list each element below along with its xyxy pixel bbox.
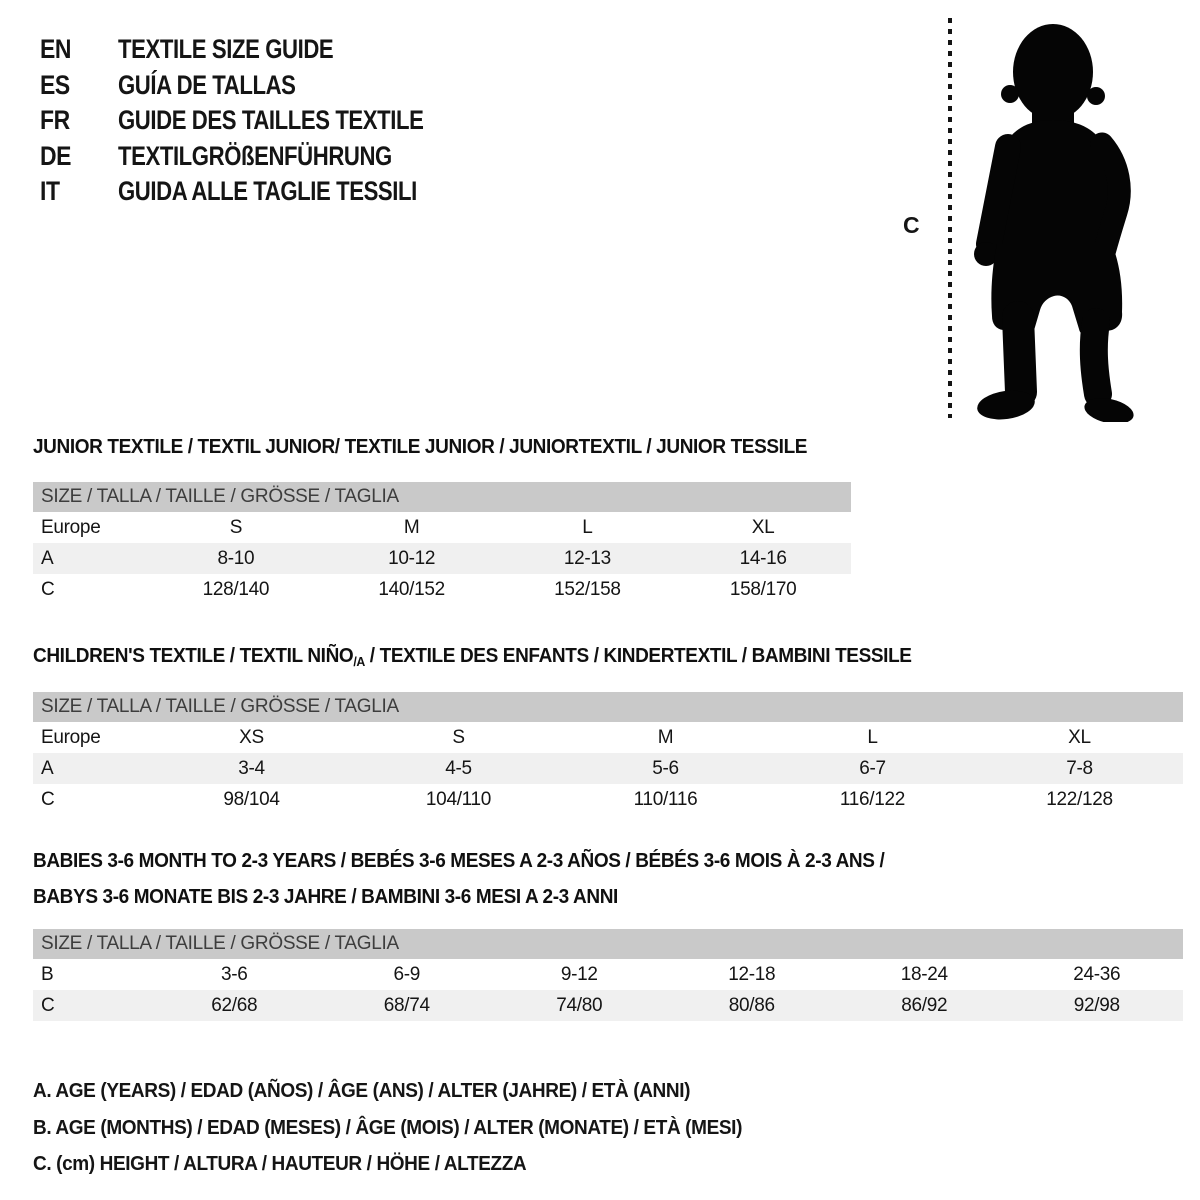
table-row-europe: [33, 722, 1183, 753]
children-title-pre: CHILDREN'S TEXTILE / TEXTIL NIÑO: [33, 645, 354, 667]
table-row-europe: [33, 512, 851, 543]
height-cell: 104/110: [425, 788, 492, 810]
row-label: C: [41, 578, 55, 600]
table-row-age-months: [33, 959, 1183, 990]
language-code: DE: [40, 140, 72, 171]
junior-size-table: [33, 482, 851, 605]
row-label: A: [41, 547, 54, 569]
height-cell: 122/128: [1046, 788, 1113, 810]
language-row-de: [40, 139, 491, 175]
babies-title-line2: BABYS 3-6 MONATE BIS 2-3 JAHRE / BAMBINI 3-6 MESI A 2-3 ANNI: [33, 886, 618, 908]
height-cell: 128/140: [202, 578, 270, 600]
height-cell: 158/170: [729, 578, 797, 600]
language-row-en: [40, 32, 491, 68]
babies-textile-section: [33, 843, 1183, 1021]
age-cell: 6-7: [859, 757, 886, 779]
size-cell: XL: [1068, 726, 1091, 748]
legend-age-months: B. AGE (MONTHS) / EDAD (MESES) / ÂGE (MOIS) / ALTER (MONATE) / ETÀ (MESI): [33, 1116, 743, 1139]
age-cell: 4-5: [445, 757, 472, 779]
guide-title-de: TEXTILGRÖßENFÜHRUNG: [118, 140, 392, 171]
height-cell: 86/92: [901, 994, 948, 1016]
height-cell: 110/116: [633, 788, 698, 810]
age-cell: 7-8: [1066, 757, 1093, 779]
guide-title-es: GUÍA DE TALLAS: [118, 69, 296, 100]
row-label: A: [41, 757, 54, 779]
guide-title-fr: GUIDE DES TAILLES TEXTILE: [118, 105, 424, 136]
height-cell: 62/68: [211, 994, 258, 1016]
size-cell: L: [582, 516, 593, 538]
babies-section-title: [33, 843, 1126, 915]
size-cell: M: [403, 516, 420, 538]
age-cell: 8-10: [217, 547, 255, 569]
height-cell: 80/86: [728, 994, 775, 1016]
row-label: B: [41, 963, 54, 985]
table-row-height: [33, 574, 851, 605]
language-row-it: [40, 174, 491, 210]
size-cell: S: [452, 726, 465, 748]
size-cell: XS: [239, 726, 264, 748]
age-cell: 3-6: [220, 963, 248, 985]
size-cell: L: [867, 726, 878, 748]
size-header-bar: SIZE / TALLA / TAILLE / GRÖSSE / TAGLIA: [33, 929, 1183, 959]
junior-textile-section: [33, 436, 851, 605]
language-code: IT: [40, 176, 60, 207]
size-header-bar: SIZE / TALLA / TAILLE / GRÖSSE / TAGLIA: [33, 482, 851, 512]
row-label: C: [41, 788, 55, 810]
age-cell: 18-24: [900, 963, 948, 985]
legend-age-years: A. AGE (YEARS) / EDAD (AÑOS) / ÂGE (ANS) / ALTER (JAHRE) / ETÀ (ANNI): [33, 1080, 691, 1102]
row-label: Europe: [41, 516, 101, 538]
height-cell: 98/104: [223, 788, 280, 810]
language-header: [40, 32, 491, 210]
size-cell: M: [657, 726, 674, 748]
size-header-bar: SIZE / TALLA / TAILLE / GRÖSSE / TAGLIA: [33, 692, 1183, 722]
babies-size-table: [33, 929, 1183, 1021]
age-cell: 9-12: [560, 963, 598, 985]
table-row-height: [33, 990, 1183, 1021]
age-cell: 12-18: [728, 963, 776, 985]
size-cell: XL: [751, 516, 775, 538]
size-cell: S: [229, 516, 243, 538]
children-title-sub: /A: [353, 654, 365, 669]
babies-title-line1: BABIES 3-6 MONTH TO 2-3 YEARS / BEBÉS 3-6 MESES A 2-3 AÑOS / BÉBÉS 3-6 MOIS À 2-3 ANS /: [33, 850, 885, 872]
table-row-height: [33, 784, 1183, 815]
height-cell: 68/74: [383, 994, 430, 1016]
age-cell: 12-13: [563, 547, 611, 569]
height-cell: 92/98: [1073, 994, 1120, 1016]
table-row-age-years: [33, 543, 851, 574]
measurement-legend: [33, 1073, 779, 1183]
height-dashed-line: [948, 18, 952, 418]
height-cell: 74/80: [556, 994, 603, 1016]
legend-height-cm: C. (cm) HEIGHT / ALTURA / HAUTEUR / HÖHE / ALTEZZA: [33, 1153, 527, 1175]
children-size-table: [33, 692, 1183, 815]
height-measure-label: C: [903, 212, 920, 238]
row-label: Europe: [41, 726, 101, 748]
children-title-post: / TEXTILE DES ENFANTS / KINDERTEXTIL / BAMBINI TESSILE: [364, 645, 912, 667]
language-code: ES: [40, 69, 70, 100]
age-cell: 5-6: [652, 757, 679, 779]
age-cell: 6-9: [393, 963, 421, 985]
age-cell: 10-12: [388, 547, 436, 569]
guide-title-it: GUIDA ALLE TAGLIE TESSILI: [118, 176, 417, 207]
age-cell: 14-16: [739, 547, 787, 569]
row-label: C: [41, 994, 55, 1016]
language-row-fr: [40, 103, 491, 139]
language-row-es: [40, 68, 491, 104]
height-cell: 140/152: [378, 578, 445, 600]
junior-section-title: JUNIOR TEXTILE / TEXTIL JUNIOR/ TEXTILE JUNIOR / JUNIORTEXTIL / JUNIOR TESSILE: [33, 436, 808, 458]
toddler-silhouette-icon: [966, 20, 1144, 422]
language-code: EN: [40, 34, 72, 65]
age-cell: 24-36: [1073, 963, 1121, 985]
children-textile-section: [33, 645, 1183, 815]
table-row-age-years: [33, 753, 1183, 784]
guide-title-en: TEXTILE SIZE GUIDE: [118, 34, 334, 65]
height-cell: 152/158: [554, 578, 621, 600]
children-section-title: [33, 645, 1126, 669]
language-code: FR: [40, 105, 70, 136]
height-cell: 116/122: [839, 788, 906, 810]
age-cell: 3-4: [238, 757, 265, 779]
